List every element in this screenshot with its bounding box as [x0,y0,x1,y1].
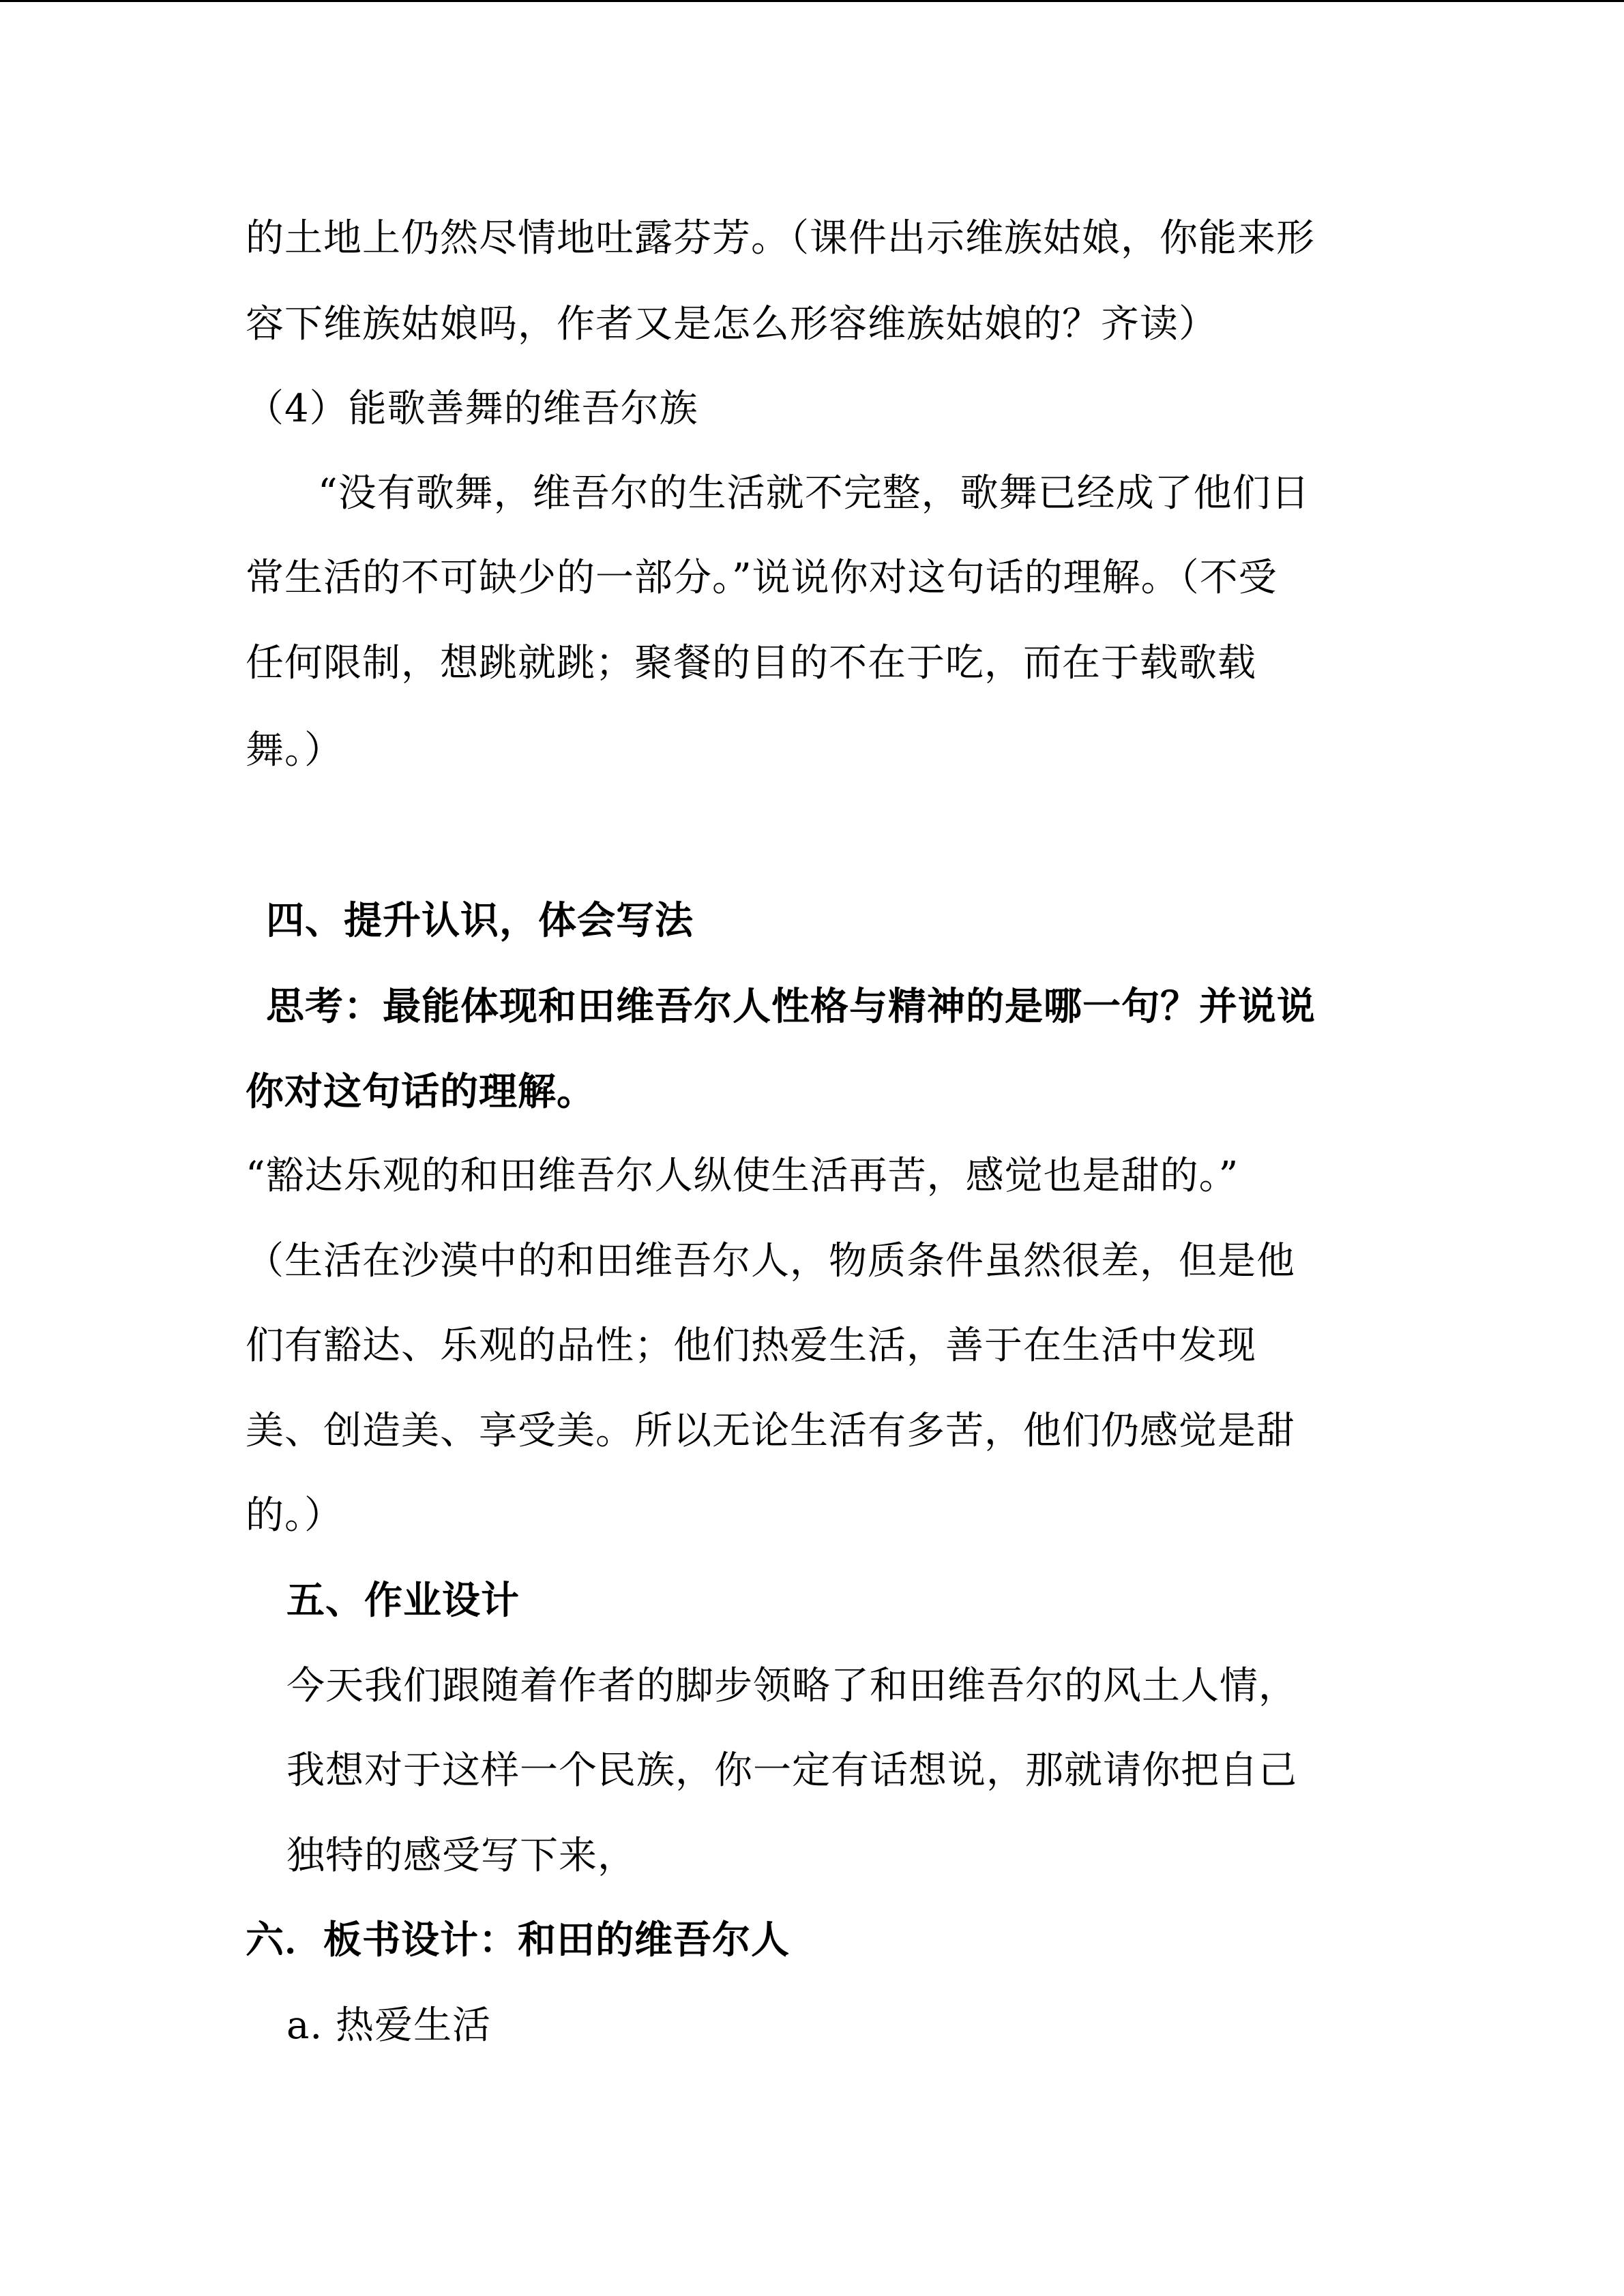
homework-line: 今天我们跟随着作者的脚步领略了和田维吾尔的风土人情， [286,1664,1297,1708]
body-line: 舞。） [246,728,343,773]
homework-line: 我想对于这样一个民族，你一定有话想说，那就请你把自己 [286,1748,1297,1793]
subheading-dance: （4）能歌善舞的维吾尔族 [246,387,698,431]
page-top-border [0,0,1624,2]
answer-line: （生活在沙漠中的和田维吾尔人，物质条件虽然很差，但是他 [246,1239,1295,1283]
quote-line: “豁达乐观的和田维吾尔人纵使生活再苦，感觉也是甜的。” [246,1154,1239,1198]
section-heading-4: 四、提升认识，体会写法 [266,898,694,943]
body-line: 常生活的不可缺少的一部分。”说说你对这句话的理解。（不受 [246,556,1278,600]
section-heading-5: 五、作业设计 [286,1578,520,1623]
board-item-a: a. 热爱生活 [286,2003,491,2048]
body-line: 的土地上仍然尽情地吐露芬芳。（课件出示维族姑娘，你能来形 [246,216,1315,260]
body-line: 容下维族姑娘吗，作者又是怎么形容维族姑娘的？齐读） [246,302,1217,346]
question-line: 你对这句话的理解。 [246,1069,595,1114]
answer-line: 们有豁达、乐观的品性；他们热爱生活，善于在生活中发现 [246,1324,1256,1368]
body-line: 任何限制，想跳就跳；聚餐的目的不在于吃，而在于载歌载 [246,641,1256,685]
homework-line: 独特的感受写下来， [286,1834,636,1878]
section-heading-6: 六．板书设计：和田的维吾尔人 [246,1918,790,1963]
answer-line: 美、创造美、享受美。所以无论生活有多苦，他们仍感觉是甜 [246,1409,1295,1453]
quote-line: “没有歌舞，维吾尔的生活就不完整，歌舞已经成了他们日 [318,471,1310,516]
answer-line: 的。） [246,1493,343,1538]
question-line: 思考：最能体现和田维吾尔人性格与精神的是哪一句？并说说 [266,984,1316,1029]
